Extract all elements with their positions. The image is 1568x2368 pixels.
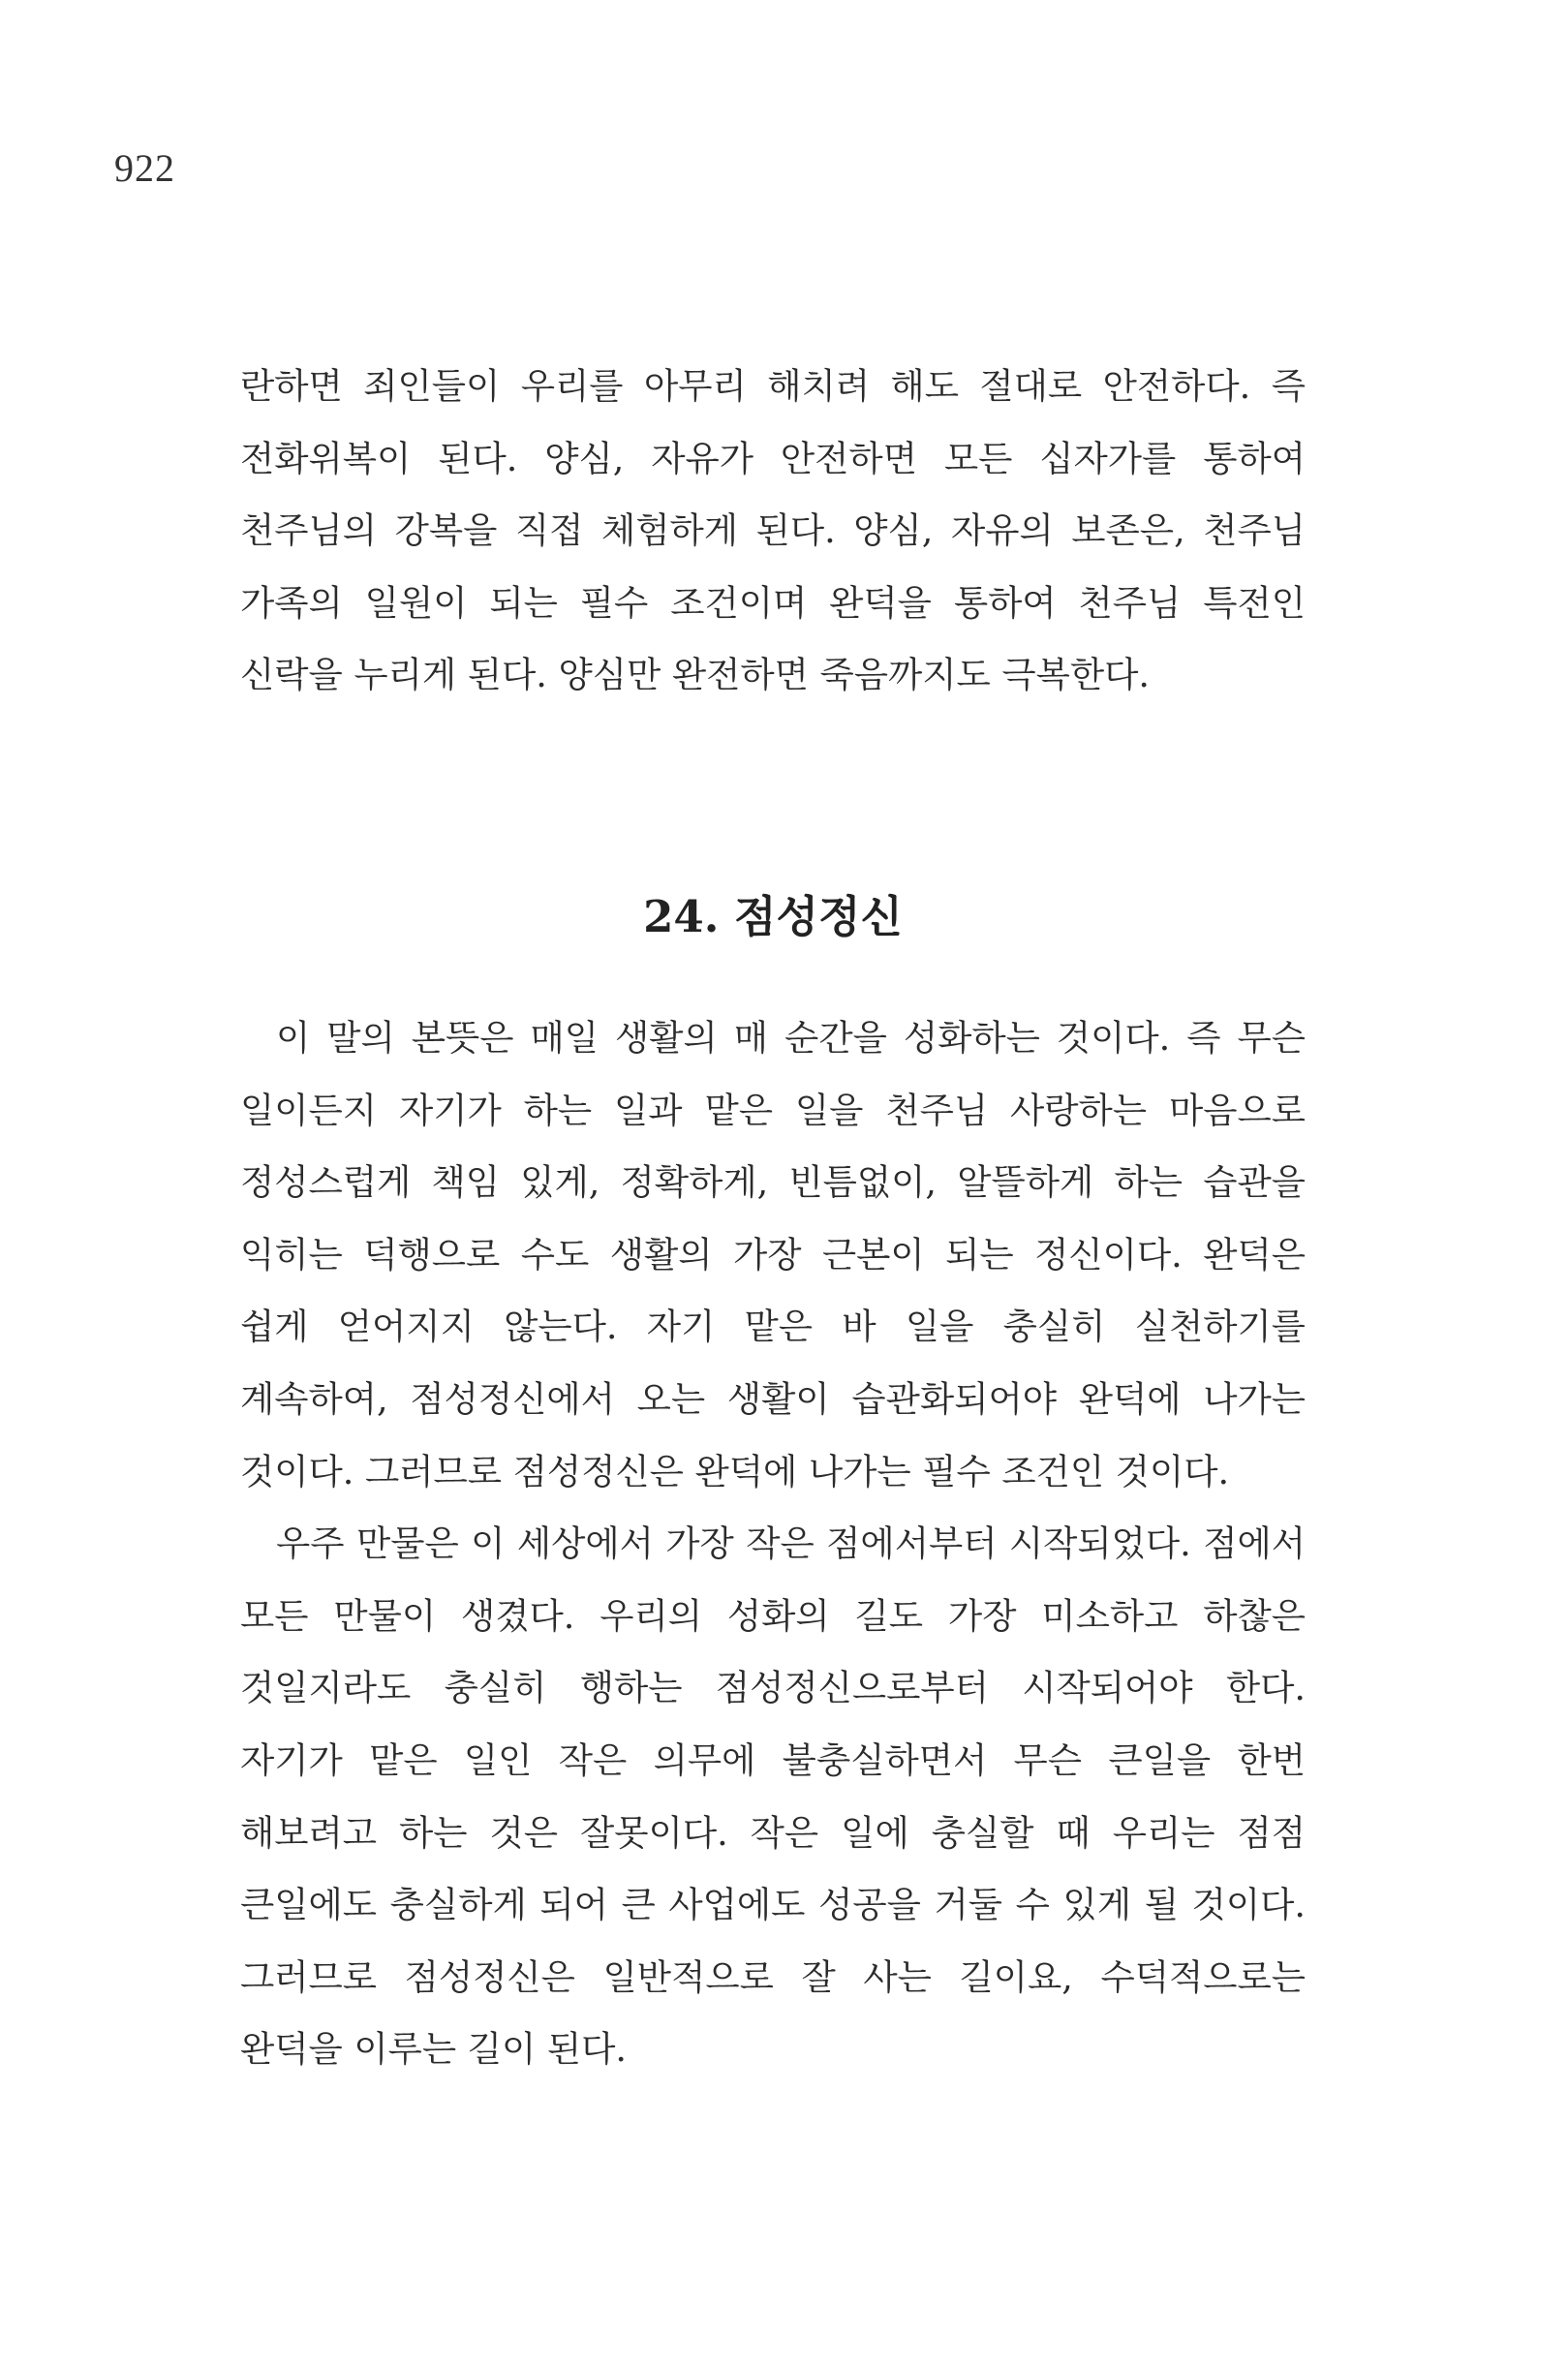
body-paragraph-1: 이 말의 본뜻은 매일 생활의 매 순간을 성화하는 것이다. 즉 무슨 일이든지 자기가 하는 일과 맡은 일을 천주님 사랑하는 마음으로 정성스럽게 책임 있게, 정확하게, 빈틈없이, 알뜰하게 하는 습관을 익히는 덕행으로 수도 생활의 가장 근본이 되는 정신이다. 완덕은 쉽게 얻어지지 않는다. 자기 맡은 바 일을 충실히 실천하기를 계속하여, 점성정신에서 오는 생활이 습관화되어야 완덕에 나가는 것이다. 그러므로 점성정신은 완덕에 나가는 필수 조건인 것이다. [240, 1017, 1306, 1492]
section-body [240, 1002, 1306, 2086]
page-number: 922 [114, 146, 175, 190]
intro-text [240, 351, 1306, 712]
intro-paragraph: 란하면 죄인들이 우리를 아무리 해치려 해도 절대로 안전하다. 즉 전화위복이 된다. 양심, 자유가 안전하면 모든 십자가를 통하여 천주님의 강복을 직접 체험하게 된다. 양심, 자유의 보존은, 천주님 가족의 일원이 되는 필수 조건이며 완덕을 통하여 천주님 특전인 신락을 누리게 된다. 양심만 완전하면 죽음까지도 극복한다. [240, 365, 1306, 696]
section-title: 24. 점성정신 [643, 891, 903, 943]
body-paragraph-2: 우주 만물은 이 세상에서 가장 작은 점에서부터 시작되었다. 점에서 모든 만물이 생겼다. 우리의 성화의 길도 가장 미소하고 하찮은 것일지라도 충실히 행하는 점성정신으로부터 시작되어야 한다. 자기가 맡은 일인 작은 의무에 불충실하면서 무슨 큰일을 한번 해보려고 하는 것은 잘못이다. 작은 일에 충실할 때 우리는 점점 큰일에도 충실하게 되어 큰 사업에도 성공을 거둘 수 있게 될 것이다. 그러므로 점성정신은 일반적으로 잘 사는 길이요, 수덕적으로는 완덕을 이루는 길이 된다. [240, 1522, 1306, 2071]
